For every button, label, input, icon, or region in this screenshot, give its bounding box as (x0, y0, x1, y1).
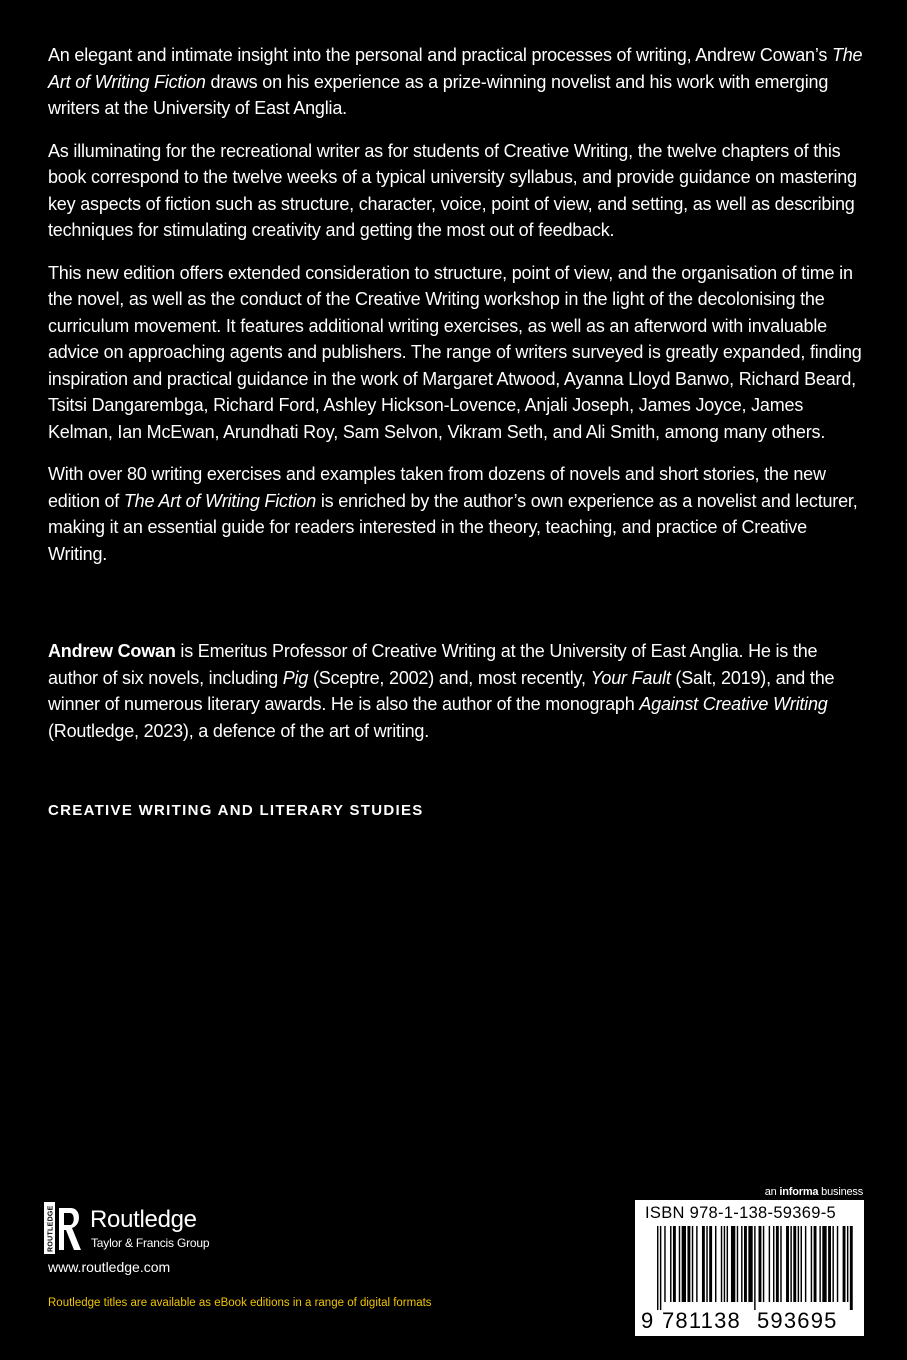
barcode-bar (709, 1226, 712, 1302)
ebook-availability-note: Routledge titles are available as eBook editions in a range of digital formats (48, 1297, 432, 1309)
publisher-group: Taylor & Francis Group (91, 1236, 210, 1250)
blurb-paragraph-4 (48, 461, 864, 567)
barcode-bar (727, 1226, 728, 1302)
barcode-bar (670, 1226, 671, 1302)
book-title-italic: The Art of Writing Fiction (123, 490, 317, 511)
bio-book-title: Against Creative Writing (639, 694, 828, 714)
barcode-bar (819, 1226, 820, 1302)
barcode-bar (682, 1226, 686, 1302)
routledge-vertical-mark: ROUTLEDGE (47, 1205, 55, 1252)
isbn-barcode (635, 1200, 864, 1336)
bio-book-title: Your Fault (590, 667, 671, 688)
barcode-bar (660, 1226, 661, 1310)
publisher-website: www.routledge.com (48, 1259, 171, 1275)
informa-business-tag (765, 1186, 863, 1198)
blurb-paragraph-1 (48, 42, 864, 122)
blurb-text: An elegant and intimate insight into the personal and practical processes of writing, Andrew Cowan’s (48, 45, 832, 65)
subject-category: CREATIVE WRITING AND LITERARY STUDIES (48, 802, 424, 819)
barcode-bar (673, 1226, 676, 1302)
book-title-italic: The Art of Writing Fiction (48, 45, 863, 92)
routledge-r-icon (44, 1200, 84, 1256)
bio-book-title: Pig (282, 667, 309, 688)
barcode-bar (657, 1226, 658, 1310)
barcode-bar (801, 1226, 802, 1302)
barcode-bar (790, 1226, 791, 1302)
bio-text: (Sceptre, 2002) and, most recently, (308, 667, 591, 688)
barcode-bar (786, 1226, 789, 1302)
blurb-paragraph-2: As illuminating for the recreational writer as for students of Creative Writing, the twelve chapters of this book correspond to the twelve weeks of a typical university syllabus, and provide guidance on mastering key aspects of fiction such as structure, character, voice, point of view, and setting, as well as describing techniques for stimulating creativity and getting the most out of feedback. (48, 140, 857, 240)
author-bio (48, 638, 868, 744)
barcode-bar (706, 1226, 707, 1302)
barcode-bar (814, 1226, 817, 1302)
barcode-bar (744, 1226, 747, 1302)
barcode-bar (748, 1226, 752, 1302)
barcode-bar (769, 1226, 770, 1302)
routledge-logo (44, 1200, 284, 1260)
barcode-bar (828, 1226, 831, 1302)
barcode-bar (780, 1226, 781, 1302)
barcode-bar (754, 1226, 755, 1310)
blurb-text: With over 80 writing exercises and examples taken from dozens of novels and short stories, the new edition of (48, 464, 826, 511)
publisher-name: Routledge (90, 1206, 197, 1233)
barcode-bar (805, 1226, 806, 1302)
blurb-text: is enriched by the author’s own experience as a novelist and lecturer, making it an essential guide for readers interested in the theory, teaching, and practice of Creative Writing. (48, 490, 858, 564)
barcode-bar (822, 1226, 826, 1302)
barcode-bar (832, 1226, 833, 1302)
barcode-bar (759, 1226, 762, 1302)
informa-suffix: business (818, 1186, 863, 1198)
barcode-bar (811, 1226, 812, 1302)
barcode-bar (721, 1226, 722, 1302)
barcode-bars (635, 1224, 864, 1336)
barcode-bar (773, 1226, 774, 1302)
barcode-bar (776, 1226, 779, 1302)
barcode-bar (687, 1226, 690, 1302)
barcode-bar (692, 1226, 693, 1302)
informa-brand: informa (779, 1186, 819, 1198)
author-name: Andrew Cowan (48, 641, 176, 661)
barcode-digits-left: 781138 (662, 1308, 741, 1333)
blurb-text: draws on his experience as a prize-winning novelist and his work with emerging writers at the University of East Anglia. (48, 71, 829, 118)
barcode-bar (696, 1226, 697, 1302)
barcode-bar (737, 1226, 738, 1302)
barcode-digits-right: 593695 (757, 1308, 838, 1333)
blurb-paragraph-3: This new edition offers extended consideration to structure, point of view, and the organisation of time in the novel, as well as the conduct of the Creative Writing workshop in the light of the decolonising the curriculum movement. It features additional writing exercises, as well as an afterword with invaluable advice on approaching agents and publishers. The range of writers surveyed is greatly expanded, finding inspiration and practical guidance in the work of Margaret Atwood, Ayanna Lloyd Banwo, Richard Beard, Tsitsi Dangarembga, Richard Ford, Ashley Hickson-Lovence, Anjali Joseph, James Joyce, James Kelman, Ian McEwan, Arundhati Roy, Sam Selvon, Vikram Seth, and Ali Smith, among many others. (48, 262, 862, 442)
back-cover-blurb (48, 42, 864, 583)
bio-text: (Salt, 2019), and the winner of numerous literary awards. He is also the author of the monograph (48, 667, 835, 714)
barcode-bar (741, 1226, 742, 1302)
barcode-bar (715, 1226, 716, 1302)
barcode-first-digit: 9 (641, 1308, 654, 1333)
barcode-bar (724, 1226, 725, 1302)
barcode-bar (798, 1226, 799, 1302)
barcode-bar (847, 1226, 848, 1302)
barcode-bar (793, 1226, 796, 1302)
barcode-bar (763, 1226, 764, 1302)
informa-prefix: an (764, 1186, 780, 1198)
barcode-bar (731, 1226, 735, 1302)
barcode-bar (702, 1226, 705, 1302)
barcode-bar (664, 1226, 665, 1302)
barcode-bar (843, 1226, 846, 1302)
author-bio-paragraph (48, 638, 868, 744)
bio-text: (Routledge, 2023), a defence of the art of writing. (48, 720, 430, 741)
barcode-bar (850, 1226, 853, 1310)
barcode-bar (679, 1226, 680, 1302)
barcode-bar (837, 1226, 838, 1302)
bio-text: is Emeritus Professor of Creative Writing at the University of East Anglia. He is the author of six novels, including (48, 641, 818, 688)
isbn-label: ISBN 978-1-138-59369-5 (645, 1204, 836, 1222)
